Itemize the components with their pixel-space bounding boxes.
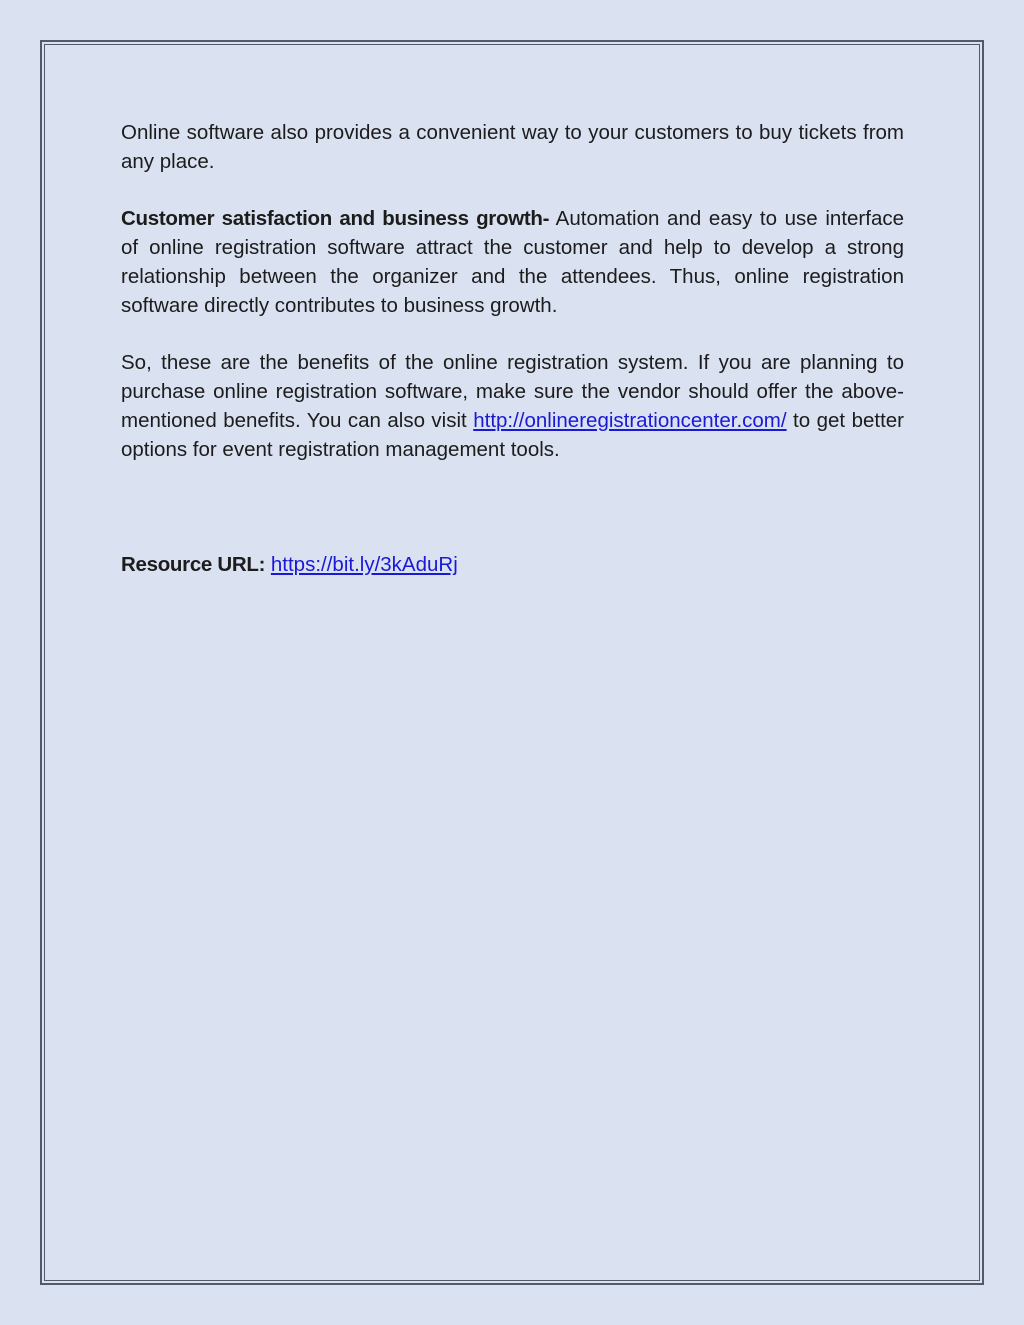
paragraph-heading: Customer satisfaction and business growth- (121, 207, 550, 231)
resource-url-label: Resource URL: (121, 552, 266, 576)
resource-url-link[interactable]: https://bit.ly/3kAduRj (270, 552, 458, 576)
resource-url-line (121, 551, 904, 580)
onlineregistrationcenter-link[interactable]: http://onlineregistrationcenter.com/ (473, 408, 787, 432)
paragraph-text: to get better options for event registration management tools. (121, 408, 905, 461)
document-body (121, 119, 904, 608)
paragraph-text: So, these are the benefits of the online registration system. If you are planning to purchase online registration software, make sure the vendor should offer the above-mentioned benefits. You can also visit (121, 351, 904, 432)
paragraph-benefits (121, 349, 904, 464)
paragraph-text: Automation and easy to use interface of online registration software attract the customer and help to develop a strong relationship between the organizer and the attendees. Thus, online registration software directly contributes to business growth. (121, 207, 904, 317)
paragraph-text: Online software also provides a convenient way to your customers to buy tickets from any place. (121, 121, 904, 173)
paragraph-online-software (121, 119, 904, 177)
paragraph-customer-satisfaction (121, 205, 904, 320)
